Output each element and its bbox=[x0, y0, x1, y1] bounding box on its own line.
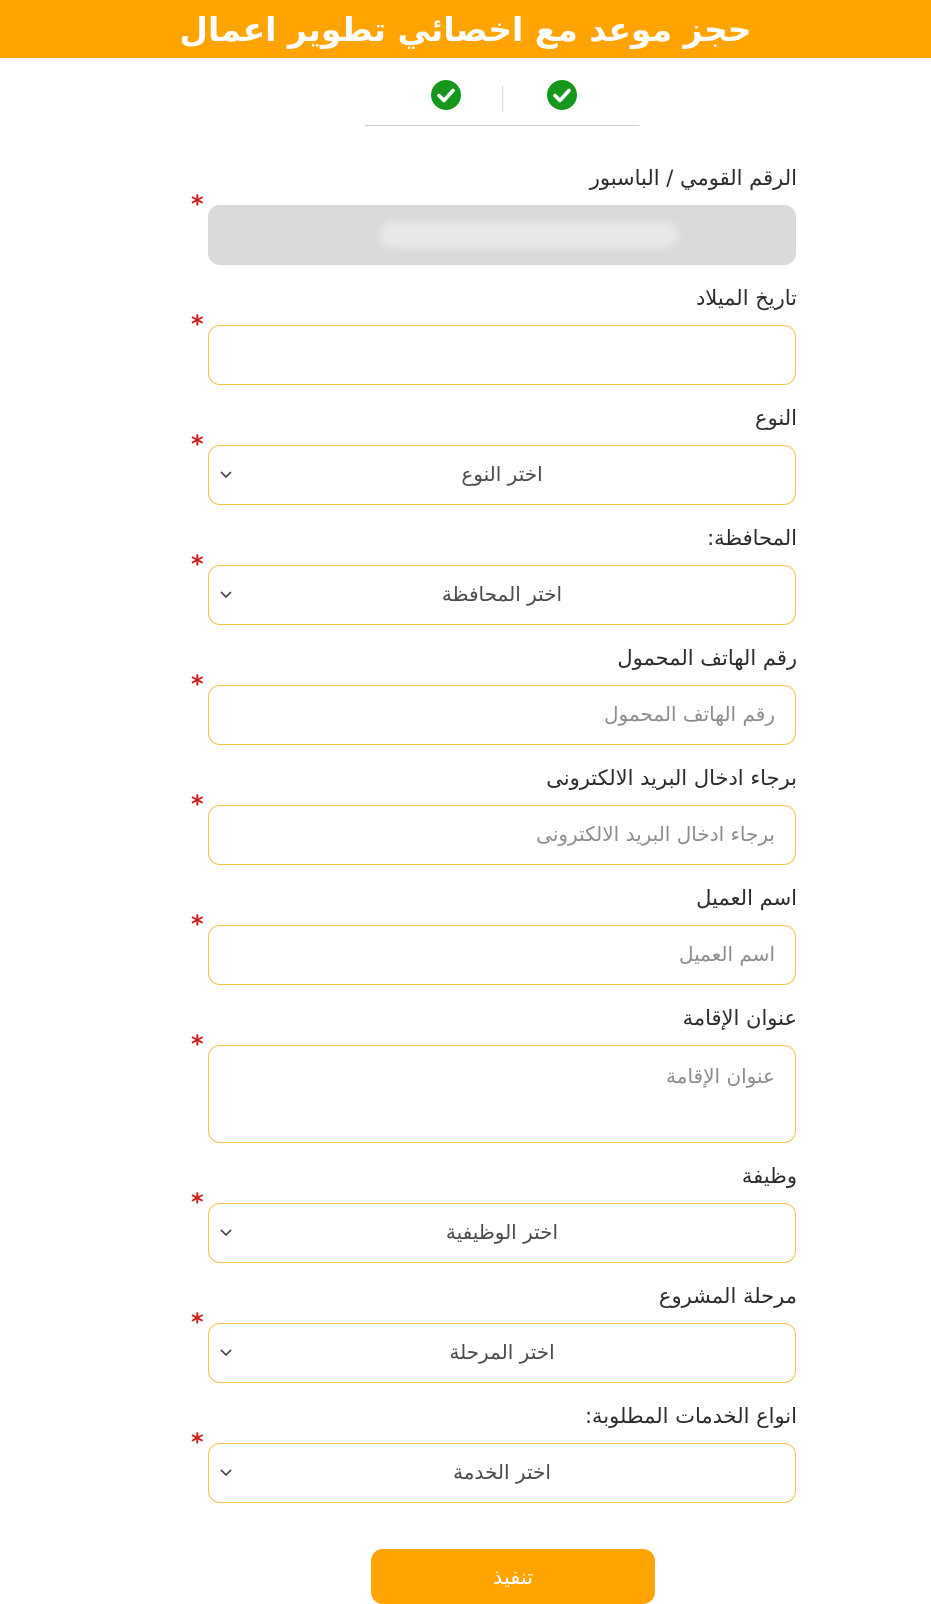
project-stage-select[interactable] bbox=[208, 1323, 796, 1383]
chevron-down-icon bbox=[219, 590, 233, 600]
mobile-input[interactable] bbox=[208, 685, 796, 745]
gender-select-value: اختر النوع bbox=[461, 462, 543, 486]
page-title: حجز موعد مع اخصائي تطوير اعمال bbox=[179, 9, 752, 49]
national-id-label: الرقم القومي / الباسبور bbox=[589, 166, 797, 190]
project-stage-label: مرحلة المشروع bbox=[658, 1284, 797, 1308]
steps-divider bbox=[502, 86, 503, 112]
address-textarea[interactable] bbox=[208, 1045, 796, 1143]
governorate-select-value: اختر المحافظة bbox=[441, 582, 563, 606]
client-name-label: اسم العميل bbox=[696, 886, 797, 910]
required-mark: * bbox=[191, 190, 204, 218]
required-mark: * bbox=[191, 1030, 204, 1058]
page-header bbox=[0, 0, 931, 58]
submit-button[interactable] bbox=[371, 1549, 655, 1604]
chevron-down-icon bbox=[219, 470, 233, 480]
national-id-input[interactable] bbox=[208, 205, 796, 265]
address-label: عنوان الإقامة bbox=[682, 1006, 797, 1030]
mobile-placeholder: رقم الهاتف المحمول bbox=[603, 702, 775, 726]
job-label: وظيفة bbox=[741, 1164, 797, 1188]
project-stage-select-value: اختر المرحلة bbox=[449, 1340, 555, 1364]
steps-underline bbox=[365, 125, 639, 126]
chevron-down-icon bbox=[219, 1228, 233, 1238]
required-mark: * bbox=[191, 1308, 204, 1336]
check-circle-icon bbox=[547, 80, 577, 110]
required-mark: * bbox=[191, 1188, 204, 1216]
governorate-label: المحافظة: bbox=[707, 526, 797, 550]
governorate-select[interactable] bbox=[208, 565, 796, 625]
client-name-placeholder: اسم العميل bbox=[678, 942, 775, 966]
services-label: انواع الخدمات المطلوبة: bbox=[584, 1404, 797, 1428]
required-mark: * bbox=[191, 550, 204, 578]
services-select-value: اختر الخدمة bbox=[453, 1460, 551, 1484]
submit-button-label: تنفيذ bbox=[492, 1564, 534, 1589]
birth-date-label: تاريخ الميلاد bbox=[695, 286, 797, 310]
email-placeholder: برجاء ادخال البريد الالكترونى bbox=[536, 822, 775, 846]
mobile-label: رقم الهاتف المحمول bbox=[617, 646, 797, 670]
required-mark: * bbox=[191, 310, 204, 338]
required-mark: * bbox=[191, 1428, 204, 1456]
email-input[interactable] bbox=[208, 805, 796, 865]
required-mark: * bbox=[191, 910, 204, 938]
address-placeholder: عنوان الإقامة bbox=[666, 1064, 775, 1088]
gender-label: النوع bbox=[755, 406, 797, 430]
job-select-value: اختر الوظيفية bbox=[445, 1220, 559, 1244]
services-select[interactable] bbox=[208, 1443, 796, 1503]
required-mark: * bbox=[191, 670, 204, 698]
client-name-input[interactable] bbox=[208, 925, 796, 985]
check-circle-icon bbox=[431, 80, 461, 110]
birth-date-input[interactable] bbox=[208, 325, 796, 385]
chevron-down-icon bbox=[219, 1468, 233, 1478]
blurred-value bbox=[379, 222, 679, 248]
required-mark: * bbox=[191, 430, 204, 458]
chevron-down-icon bbox=[219, 1348, 233, 1358]
progress-steps bbox=[365, 70, 639, 126]
email-label: برجاء ادخال البريد الالكترونى bbox=[546, 766, 797, 790]
gender-select[interactable] bbox=[208, 445, 796, 505]
required-mark: * bbox=[191, 790, 204, 818]
job-select[interactable] bbox=[208, 1203, 796, 1263]
